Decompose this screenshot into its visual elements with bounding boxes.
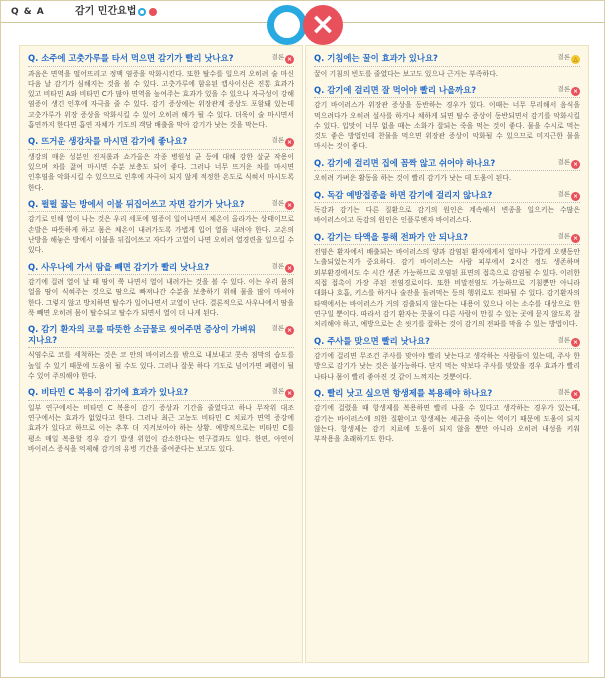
verdict-label: 결론	[557, 53, 570, 61]
question-row	[314, 50, 580, 67]
answer-text: 감기 바이러스가 위장관 증상을 동반하는 경우가 있다. 이때는 너무 무리해서 음식을 먹으려다가 오히려 설사를 하거나 체하게 되면 탈수 증상이 동반되면서 감기를 악화시킬 수 있다. 입맛이 너무 없을 때는 소화가 잘되는 죽을 먹는 것이 좋다. 물을 수시로 먹는 것도 좋은 방법인데 찬물을 먹으면 위장관 증상이 악화될 수 있으므로 미지근한 물을 마시는 것이 좋다.	[314, 101, 580, 151]
x-icon: ×	[286, 327, 293, 335]
answer-text: 오히려 가벼운 활동을 하는 것이 빨리 감기가 낫는 데 도움이 된다.	[314, 174, 512, 183]
answer-text: 과음은 면역을 떨어뜨리고 정맥 염증을 악화시킨다. 또한 탈수를 일으켜 오히려 술 마신 다음 날 감기가 심해지는 것을 볼 수 있다. 고춧가루에 함유된 캡사이신은 진통 효과가 있고 비타민 A와 비타민 C가 많아 면역을 높여주는 효과가 있을 수 있으나 자극성이 강해 염증이 생긴 인후에 자극을 줄 수 있다. 감기 증상에는 위장관계 증상도 포함돼 있는데 고춧가루가 위장 증상을 악화시킬 수 있어 오히려 해가 될 수 있다. 더욱이 술 마시면서 흡연까지 한다면 흡연 자체가 기도의 객담 배출을 막아 감기가 낫는 것을 막는다.	[28, 69, 294, 129]
x-icon: ×	[572, 87, 579, 95]
answer-text: 꿀이 기침의 빈도를 줄였다는 보고도 있으나 근거는 부족하다.	[314, 69, 498, 78]
answer-text: 일부 연구에서는 비타민 C 복용이 감기 증상과 기간을 줄였다고 하나 무작위 대조 연구에서는 효과가 없었다고 한다. 그러나 최근 고농도 비타민 C 치료가 면역 증강에 효과가 있다고 하므로 이는 추후 더 지켜보아야 하는 상황. 예방적으로는 비타민 C를 평소 매일 복용할 경우 감기 발생 위험이 감소한다는 연구결과도 있다. 한편, 아연이 바이러스 증식을 억제해 감기의 유병 기간을 줄여준다는 보고도 있다.	[28, 403, 294, 453]
verdict-badge	[557, 336, 580, 347]
qa-item	[314, 82, 580, 152]
answer-text: 전염은 환자에서 배출되는 바이러스의 양과 감염된 환자에게서 얼마나 가깝게 오랫동안 노출되었는지가 중요하다. 감기 바이러스는 사람 피부에서 2시간 정도 생존하며 외부환경에서도 수 시간 생존 가능하므로 오염된 표면의 접촉으로 감염될 수 있다. 이러한 직접 접촉이 가장 주된 전염경로이다. 또한 비말전염도 가능하므로 기침뿐만 아니라 대화나 호흡, 키스를 하거나 술잔을 돌려먹는 등의 행위로도 전파될 수 있다. 감기환자의 타액에서는 바이러스가 거의 검출되지 않는다는 내용이 있으나 이는 소수를 대상으로 한 연구일 뿐이다. 따라서 감기 환자는 콧물이 다른 사람이 만질 수 있는 곳에 묻지 않도록 잘 처리해야 하고, 예방으로는 손 씻기를 잘하는 것이 감기의 전파를 막을 수 있는 방법이다.	[314, 248, 580, 329]
question-text: Q. 뜨거운 생강차를 마시면 감기에 좋나요?	[28, 136, 188, 147]
verdict-label: 결론	[271, 387, 284, 396]
qa-item	[314, 187, 580, 226]
verdict-badge	[271, 262, 294, 273]
x-icon: ×	[286, 201, 293, 209]
question-row	[314, 82, 580, 99]
qa-item	[28, 259, 294, 319]
x-icon: ×	[286, 390, 293, 398]
question-row	[314, 333, 580, 350]
x-icon: ×	[572, 234, 579, 242]
verdict-label: 결론	[557, 189, 570, 198]
question-row	[314, 229, 580, 246]
verdict-label: 결론	[557, 231, 570, 240]
answer-text: 독감과 감기는 다른 질환으로 감기의 원인은 계속해서 변종을 일으키는 수많은 바이러스이고 독감의 원인은 인플루엔자 바이러스다.	[314, 206, 580, 225]
verdict-label: 결론	[271, 53, 284, 61]
x-icon: ×	[286, 139, 293, 147]
question-text: Q. 사우나에 가서 땀을 빼면 감기가 빨리 낫나요?	[28, 261, 210, 272]
question-text: Q. 소주에 고춧가루를 타서 먹으면 감기가 빨리 낫나요?	[28, 53, 234, 63]
question-row	[28, 384, 294, 401]
question-row	[28, 196, 294, 213]
answer-text: 감기로 인해 열이 나는 것은 우리 세포에 염증이 일어나면서 체온이 올라가는 상태이므로 손발은 따뜻하게 하고 몸은 체온이 내려가도록 가볍게 입어 열을 내려야 한다. 고온의 난방을 해놓은 방에서 이불을 뒤집어쓰고 자다가 고열이 나면 오히려 열경련을 일으킬 수 있다.	[28, 215, 294, 255]
answer-text: 감기에 걸려 열이 날 때 땀이 쭉 나면서 열이 내려가는 것을 볼 수 있다. 이는 우리 몸의 얼을 땀이 식혀주는 것으로 땀으로 빠져나간 수분을 보충하기 위해 물을 많이 마셔야 한다. 그렇지 않고 방치하면 탈수가 일어나면서 고열이 난다. 결론적으로 사우나에서 땀을 푹 빼면 오히려 몸이 탈수되고 탈수가 되면서 열이 더 나게 된다.	[28, 278, 294, 318]
question-row	[314, 385, 580, 402]
right-column	[305, 45, 589, 663]
question-row	[28, 321, 294, 348]
page-title: 감기 민간요법	[75, 6, 137, 17]
left-column	[19, 45, 303, 663]
x-icon: ×	[572, 390, 579, 398]
triangle-icon: △	[571, 55, 580, 64]
question-row	[28, 259, 294, 276]
question-row	[28, 133, 294, 150]
verdict-label: 결론	[557, 335, 570, 344]
verdict-label: 결론	[271, 261, 284, 270]
question-text: Q. 기침에는 꿀이 효과가 있나요?	[314, 53, 438, 63]
hero-o-icon	[267, 5, 307, 45]
x-icon: ×	[572, 160, 579, 168]
qa-item	[314, 155, 580, 184]
question-row	[28, 50, 294, 67]
question-text: Q. 감기에 걸리면 집에 꼼짝 않고 쉬어야 하나요?	[314, 157, 496, 168]
verdict-badge	[557, 190, 580, 201]
qa-item	[28, 133, 294, 193]
qa-item	[28, 196, 294, 256]
verdict-label: 결론	[271, 198, 284, 207]
qa-item	[314, 50, 580, 79]
qa-item	[314, 333, 580, 382]
question-text: Q. 감기에 걸리면 잘 먹어야 빨리 나을까요?	[314, 84, 477, 95]
verdict-label: 결론	[557, 84, 570, 93]
question-text: Q. 감기는 타액을 통해 전파가 안 되나요?	[314, 231, 469, 242]
verdict-badge	[271, 136, 294, 147]
qa-item	[28, 321, 294, 381]
verdict-badge	[271, 387, 294, 398]
verdict-badge	[557, 53, 580, 64]
qa-item	[314, 385, 580, 445]
verdict-badge	[557, 158, 580, 169]
verdict-label: 결론	[557, 387, 570, 396]
question-text: Q. 독감 예방접종을 하면 감기에 걸리지 않나요?	[314, 189, 493, 200]
answer-text: 감기에 걸렸을 때 항생제를 복용하면 빨리 나을 수 있다고 생각하는 경우가 있는데, 감기는 바이러스에 의한 질환이고 항생제는 세균을 죽이는 역이기 때문에 도움이 되지 않는다. 항생제는 감기 치료에 도움이 되지 않을 뿐만 아니라 오히려 내성을 키워 부작용을 초래하기도 한다.	[314, 404, 580, 444]
verdict-badge	[271, 324, 294, 335]
question-text: Q. 빨리 낫고 싶으면 항생제를 복용해야 하나요?	[314, 387, 493, 398]
question-row	[314, 155, 580, 172]
qa-item	[28, 384, 294, 454]
verdict-badge	[271, 53, 294, 64]
question-text: Q. 주사를 맞으면 빨리 낫나요?	[314, 335, 430, 346]
verdict-badge	[557, 85, 580, 96]
x-icon: ×	[572, 192, 579, 200]
question-text: Q. 펄펄 끓는 방에서 이불 뒤집어쓰고 자면 감기가 낫나요?	[28, 198, 245, 209]
question-text: Q. 감기 환자의 코를 따뜻한 소금물로 씻어주면 증상이 가벼워지나요?	[28, 324, 256, 345]
x-icon: ×	[286, 264, 293, 272]
answer-text: 생강의 매운 성분인 진저롤과 쇼가올은 각종 병원성 균 등에 대해 강한 살균 작용이 있으며 차를 끓여 마시면 수분 보충도 되어 좋다. 그러나 너무 뜨거운 차를 마시면 인후염을 악화시킬 수 있으므로 인후에 자극이 되지 않게 적정한 온도로 식혀서 마시도록 한다.	[28, 152, 294, 192]
x-icon: ×	[286, 56, 293, 63]
o-icon	[138, 8, 146, 16]
question-text: Q. 비타민 C 복용이 감기에 효과가 있나요?	[28, 387, 189, 398]
qa-item	[314, 229, 580, 330]
verdict-badge	[271, 199, 294, 210]
verdict-label: 결론	[557, 157, 570, 166]
verdict-label: 결론	[271, 324, 284, 333]
verdict-label: 결론	[271, 136, 284, 145]
question-row	[314, 187, 580, 204]
section-tag: Q & A	[11, 7, 45, 17]
x-icon	[149, 8, 157, 16]
verdict-badge	[557, 232, 580, 243]
answer-text: 감기에 걸리면 무조건 주사를 맞아야 빨리 낫는다고 생각하는 사람들이 있는데, 주사 한 방으로 감기가 낫는 것은 불가능하다. 단지 먹는 약보다 주사를 맞았을 경우 효과가 빨리 나타나 몸이 빨리 좋아진 것 같이 느껴지는 것뿐이다.	[314, 352, 580, 381]
answer-text: 식염수로 코를 세척하는 것은 코 안의 바이러스를 밖으로 내보내고 콧속 점막의 습도를 높일 수 있기 때문에 도움이 될 수도 있다. 그러나 잘못 하다 기도로 넘어가면 폐렴이 될 수 있어 주의해야 한다.	[28, 351, 294, 380]
x-icon: ×	[572, 338, 579, 346]
qa-item	[28, 50, 294, 130]
hero-x-icon: ×	[303, 5, 343, 45]
verdict-badge	[557, 388, 580, 399]
